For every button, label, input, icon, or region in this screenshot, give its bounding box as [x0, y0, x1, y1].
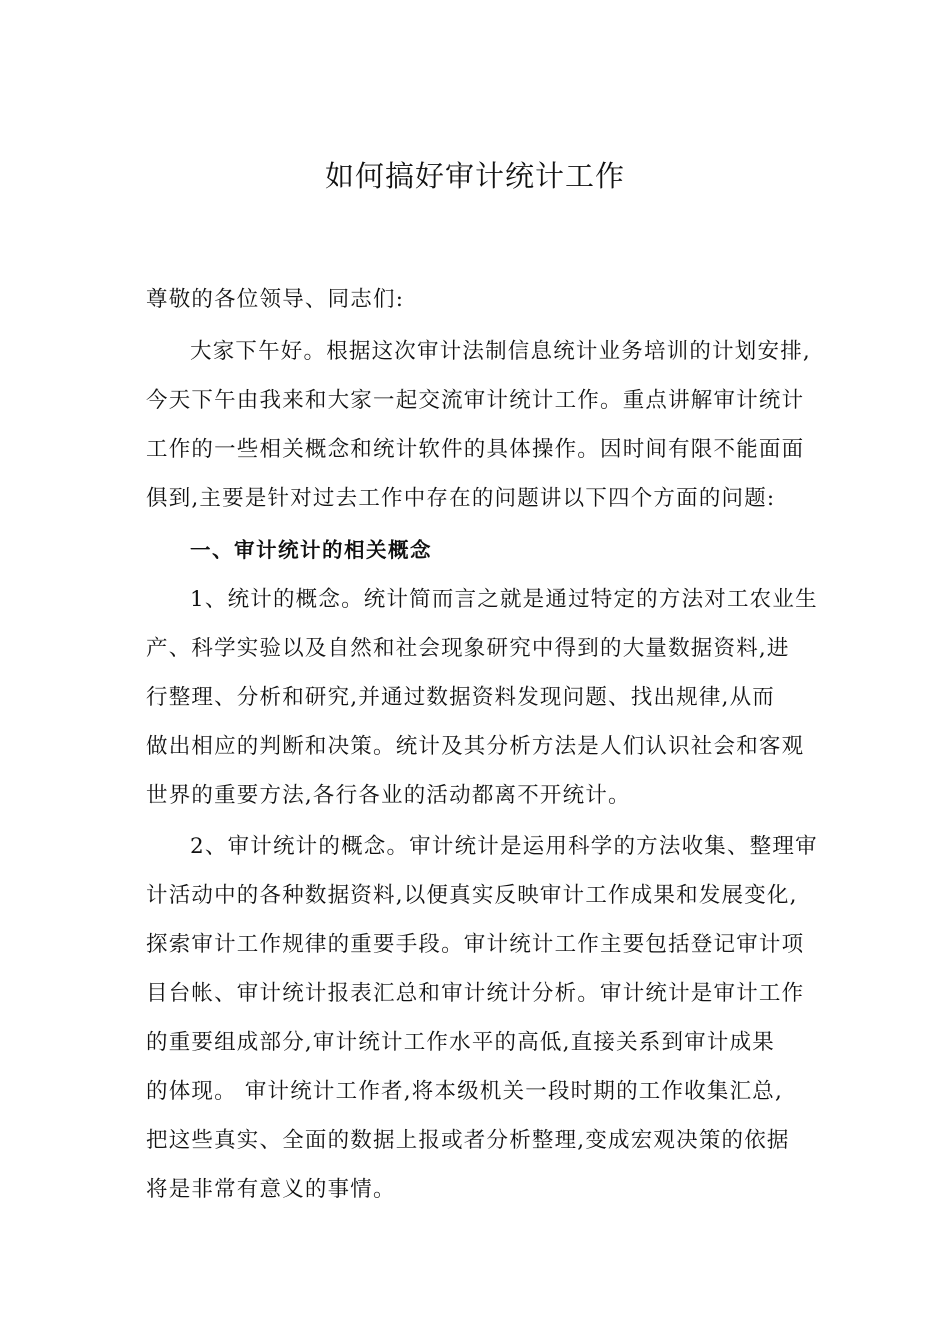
paragraph-1-line: 1、统计的概念。统计简而言之就是通过特定的方法对工农业生	[190, 587, 818, 612]
paragraph-2-line: 2、审计统计的概念。审计统计是运用科学的方法收集、整理审	[190, 834, 818, 859]
paragraph-1-line: 做出相应的判断和决策。统计及其分析方法是人们认识社会和客观	[146, 734, 805, 759]
paragraph-1-line: 世界的重要方法,各行各业的活动都离不开统计。	[146, 783, 631, 808]
intro-paragraph-line: 俱到,主要是针对过去工作中存在的问题讲以下四个方面的问题:	[146, 486, 776, 511]
intro-paragraph-line: 大家下午好。根据这次审计法制信息统计业务培训的计划安排,	[190, 339, 811, 364]
paragraph-1-line: 产、科学实验以及自然和社会现象研究中得到的大量数据资料,进	[146, 636, 790, 661]
intro-paragraph-line: 今天下午由我来和大家一起交流审计统计工作。重点讲解审计统计	[146, 388, 805, 413]
paragraph-1-line: 行整理、分析和研究,并通过数据资料发现问题、找出规律,从而	[146, 685, 775, 710]
paragraph-2-line: 计活动中的各种数据资料,以便真实反映审计工作成果和发展变化,	[146, 883, 798, 908]
paragraph-2-line: 目台帐、审计统计报表汇总和审计统计分析。审计统计是审计工作	[146, 981, 805, 1006]
section-heading: 一、审计统计的相关概念	[190, 538, 432, 562]
paragraph-2-line: 将是非常有意义的事情。	[146, 1177, 396, 1202]
paragraph-2-line: 把这些真实、全面的数据上报或者分析整理,变成宏观决策的依据	[146, 1128, 790, 1153]
intro-paragraph-line: 工作的一些相关概念和统计软件的具体操作。因时间有限不能面面	[146, 437, 805, 462]
paragraph-2-line: 探索审计工作规律的重要手段。审计统计工作主要包括登记审计项	[146, 932, 805, 957]
paragraph-2-line: 的重要组成部分,审计统计工作水平的高低,直接关系到审计成果	[146, 1030, 775, 1055]
document-title: 如何搞好审计统计工作	[324, 159, 625, 193]
salutation: 尊敬的各位领导、同志们:	[146, 287, 405, 312]
paragraph-2-line: 的体现。 审计统计工作者,将本级机关一段时期的工作收集汇总,	[146, 1079, 784, 1104]
